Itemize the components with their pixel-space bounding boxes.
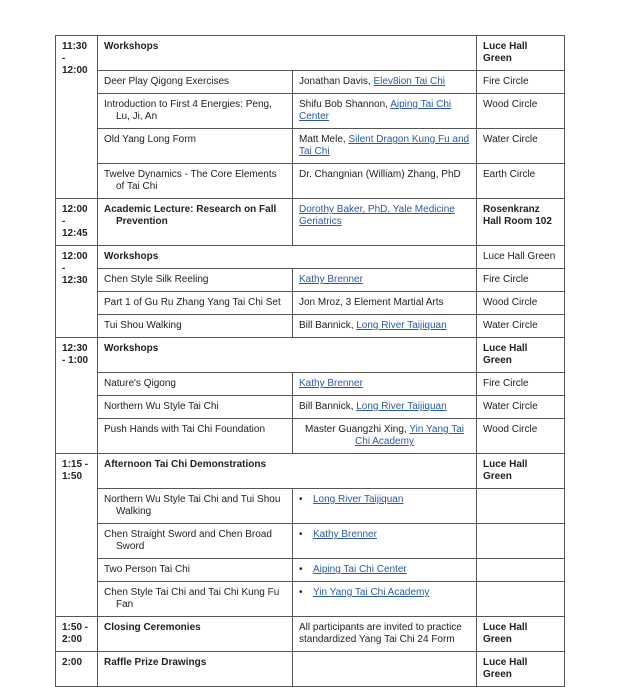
table-row: [56, 292, 565, 315]
presenter-cell: [293, 652, 477, 687]
session-text: Northern Wu Style Tai Chi and Tui Shou Walking: [104, 494, 281, 517]
session-text: Twelve Dynamics - The Core Elements of Tai Chi: [104, 169, 277, 192]
presenter-cell: [293, 373, 477, 396]
location-cell: [477, 489, 565, 524]
session-name: Part 1 of Gu Ru Zhang Yang Tai Chi Set: [98, 292, 293, 315]
block-title: Afternoon Tai Chi Demonstrations: [98, 454, 477, 489]
time-cell: 2:00: [56, 652, 98, 687]
presenter-cell: [293, 94, 477, 129]
presenter-link[interactable]: Kathy Brenner: [313, 529, 377, 540]
location-cell: Wood Circle: [477, 94, 565, 129]
presenter-link[interactable]: Kathy Brenner: [299, 274, 363, 285]
table-row: [56, 315, 565, 338]
presenter-cell: All participants are invited to practice standardized Yang Tai Chi 24 Form: [293, 617, 477, 652]
presenter-name: Dr. Changnian (William) Zhang, PhD: [299, 169, 461, 180]
block-title: Workshops: [98, 246, 477, 269]
location-cell: Water Circle: [477, 129, 565, 164]
presenter-link[interactable]: Long River Taijiquan: [313, 494, 404, 505]
presenter-link[interactable]: Yin Yang Tai Chi Academy: [313, 587, 430, 598]
time-cell: 12:30 - 1:00: [56, 338, 98, 454]
block-title: Raffle Prize Drawings: [98, 652, 293, 687]
session-text: Introduction to First 4 Energies: Peng, Lu, Ji, An: [104, 99, 272, 122]
presenter-cell: [293, 315, 477, 338]
presenter-link[interactable]: Silent Dragon Kung Fu and Tai Chi: [299, 134, 470, 157]
presenter-link[interactable]: Long River Taijiquan: [356, 401, 447, 412]
session-name: Push Hands with Tai Chi Foundation: [98, 419, 293, 454]
bullet: •: [299, 587, 303, 598]
session-name: Two Person Tai Chi: [98, 559, 293, 582]
session-name: Old Yang Long Form: [98, 129, 293, 164]
presenter-link[interactable]: Elev8ion Tai Chi: [373, 76, 446, 87]
session-text: Chen Style Tai Chi and Tai Chi Kung Fu Fan: [104, 587, 280, 610]
presenter-name: Bill Bannick,: [299, 401, 357, 412]
closing-row: [56, 617, 565, 652]
lecture-row: [56, 199, 565, 246]
presenter-link[interactable]: Kathy Brenner: [299, 378, 363, 389]
location-cell: [477, 524, 565, 559]
presenter-link[interactable]: Aiping Tai Chi Center: [299, 99, 452, 122]
presenter-cell: [293, 396, 477, 419]
presenter-name: Bill Bannick,: [299, 320, 357, 331]
table-row: [56, 559, 565, 582]
session-name: [98, 489, 293, 524]
presenter-name: Matt Mele,: [299, 134, 349, 145]
time-cell: 12:00 - 12:30: [56, 246, 98, 338]
block-title: [98, 199, 293, 246]
presenter-cell: [293, 199, 477, 246]
time-cell: 11:30 - 12:00: [56, 36, 98, 199]
schedule-table: [55, 35, 565, 687]
bullet: •: [299, 564, 303, 575]
table-row: [56, 489, 565, 524]
presenter-cell: [293, 524, 477, 559]
table-row: [56, 94, 565, 129]
location-cell: Earth Circle: [477, 164, 565, 199]
presenter-cell: [293, 582, 477, 617]
location-cell: [477, 559, 565, 582]
presenter-name: Jonathan Davis,: [299, 76, 374, 87]
block-header-row: [56, 246, 565, 269]
table-row: [56, 419, 565, 454]
presenter-cell: [293, 419, 477, 454]
presenter-cell: [293, 269, 477, 292]
presenter-cell: [293, 164, 477, 199]
session-name: [98, 94, 293, 129]
table-row: [56, 164, 565, 199]
presenter-cell: [293, 129, 477, 164]
presenter-name: Master Guangzhi Xing,: [304, 424, 410, 435]
location-cell: Wood Circle: [477, 292, 565, 315]
presenter-link[interactable]: Dorothy Baker, PhD, Yale Medicine Geriatrics: [299, 204, 455, 227]
block-header-row: [56, 454, 565, 489]
presenter-link[interactable]: Yin Yang Tai Chi Academy: [355, 424, 464, 447]
block-location: Luce Hall Green: [477, 652, 565, 687]
block-header-row: [56, 338, 565, 373]
session-text: Chen Straight Sword and Chen Broad Sword: [104, 529, 272, 552]
presenter-link[interactable]: Aiping Tai Chi Center: [313, 564, 407, 575]
location-cell: [477, 582, 565, 617]
block-title: Workshops: [98, 338, 477, 373]
location-cell: Water Circle: [477, 315, 565, 338]
presenter-cell: [293, 489, 477, 524]
location-cell: Fire Circle: [477, 71, 565, 94]
block-location: Luce Hall Green: [477, 338, 565, 373]
block-title: Closing Ceremonies: [98, 617, 293, 652]
block-location: Luce Hall Green: [477, 454, 565, 489]
session-name: [98, 164, 293, 199]
location-cell: Water Circle: [477, 396, 565, 419]
time-cell: 1:15 - 1:50: [56, 454, 98, 617]
block-location: Luce Hall Green: [477, 246, 565, 269]
table-row: [56, 524, 565, 559]
session-name: Northern Wu Style Tai Chi: [98, 396, 293, 419]
block-title: Workshops: [98, 36, 477, 71]
table-row: [56, 129, 565, 164]
bullet: •: [299, 494, 303, 505]
table-row: [56, 71, 565, 94]
bullet: •: [299, 529, 303, 540]
time-cell: 12:00 - 12:45: [56, 199, 98, 246]
raffle-row: [56, 652, 565, 687]
block-title-text: Academic Lecture: Research on Fall Prevention: [104, 204, 277, 227]
table-row: [56, 269, 565, 292]
table-row: [56, 396, 565, 419]
location-cell: Fire Circle: [477, 269, 565, 292]
table-row: [56, 582, 565, 617]
presenter-cell: [293, 559, 477, 582]
block-location: Luce Hall Green: [477, 617, 565, 652]
location-cell: Wood Circle: [477, 419, 565, 454]
time-cell: 1:50 - 2:00: [56, 617, 98, 652]
presenter-name: Shifu Bob Shannon,: [299, 99, 391, 110]
block-location: Rosenkranz Hall Room 102: [477, 199, 565, 246]
presenter-link[interactable]: Long River Taijiquan: [356, 320, 447, 331]
presenter-cell: [293, 71, 477, 94]
presenter-cell: [293, 292, 477, 315]
table-row: [56, 373, 565, 396]
session-name: Deer Play Qigong Exercises: [98, 71, 293, 94]
location-cell: Fire Circle: [477, 373, 565, 396]
session-name: [98, 582, 293, 617]
session-name: [98, 524, 293, 559]
session-name: Tui Shou Walking: [98, 315, 293, 338]
block-header-row: [56, 36, 565, 71]
session-name: Nature's Qigong: [98, 373, 293, 396]
session-name: Chen Style Silk Reeling: [98, 269, 293, 292]
presenter-name: Jon Mroz, 3 Element Martial Arts: [299, 297, 444, 308]
block-location: Luce Hall Green: [477, 36, 565, 71]
